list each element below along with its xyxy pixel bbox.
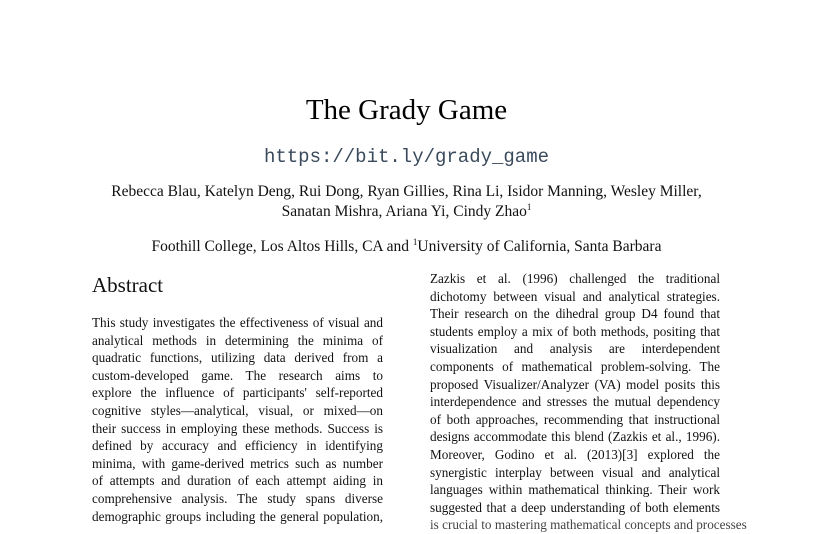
body-line: components of mathematical problem-solving. The [430,358,720,374]
affiliations [0,237,813,257]
abstract-line: comprehensive analysis. The study spans diverse [92,490,383,506]
author-affiliation-marker: 1 [526,202,532,212]
body-line: students employ a mix of both methods, positing that [430,323,720,339]
body-line: suggested that a deep understanding of both elements [430,499,720,515]
body-line: dichotomy between visual and analytical strategies. [430,288,720,304]
abstract-line: of attempts and duration of each attempt aiding in [92,473,383,489]
body-line: Moreover, Godino et al. (2013)[3] explored the [430,446,720,462]
paper-title: The Grady Game [305,94,508,126]
right-column-body [430,270,747,533]
body-line-cut-off: is crucial to mastering mathematical concepts and processes [430,517,747,533]
body-line: languages within mathematical thinking. Their work [430,482,720,498]
abstract-line: defined by accuracy and efficiency in identifying [92,438,383,454]
body-line: interdependence and stresses the mutual dependency [430,394,720,410]
abstract-line: analytical methods in determining the minima of [92,332,383,348]
abstract-body [92,314,383,525]
abstract-line: This study investigates the effectiveness of visual and [92,315,383,330]
authors-line-2: Sanatan Mishra, Ariana Yi, Cindy Zhao [281,203,527,220]
abstract-line: custom-developed game. The research aims to [92,367,383,383]
body-line: visualization and analysis are interdependent [430,341,720,357]
body-line: designs accommodate this blend (Zazkis et al., 1996). [430,429,720,445]
paper-link[interactable]: https://bit.ly/grady_game [263,146,550,168]
abstract-heading: Abstract [92,273,164,297]
abstract-line: their success in employing these methods. Success is [92,420,383,436]
body-line: synergistic interplay between visual and analytical [430,464,720,480]
abstract-line: cognitive styles—analytical, visual, or mixed—on [92,402,383,418]
author-list [80,182,733,222]
abstract-line: explore the influence of participants' self-reported [92,385,383,401]
authors-line-1: Rebecca Blau, Katelyn Deng, Rui Dong, Ryan Gillies, Rina Li, Isidor Manning, Wesley Miller, [111,183,702,200]
abstract-line: demographic groups including the general population, [92,508,383,524]
body-line: Zazkis et al. (1996) challenged the traditional [430,271,720,286]
abstract-line: quadratic functions, utilizing data derived from a [92,350,383,366]
affiliation-ucsb: University of California, Santa Barbara [417,238,662,255]
body-line: Their research on the dihedral group D4 found that [430,306,720,322]
affiliation-foothill: Foothill College, Los Altos Hills, CA and [151,238,413,255]
abstract-line: minima, with game-derived metrics such as number [92,455,383,471]
affiliation-marker: 1 [412,237,418,247]
body-line: of both approaches, recommending that instructional [430,411,720,427]
body-line: proposed Visualizer/Analyzer (VA) model posits this [430,376,720,392]
